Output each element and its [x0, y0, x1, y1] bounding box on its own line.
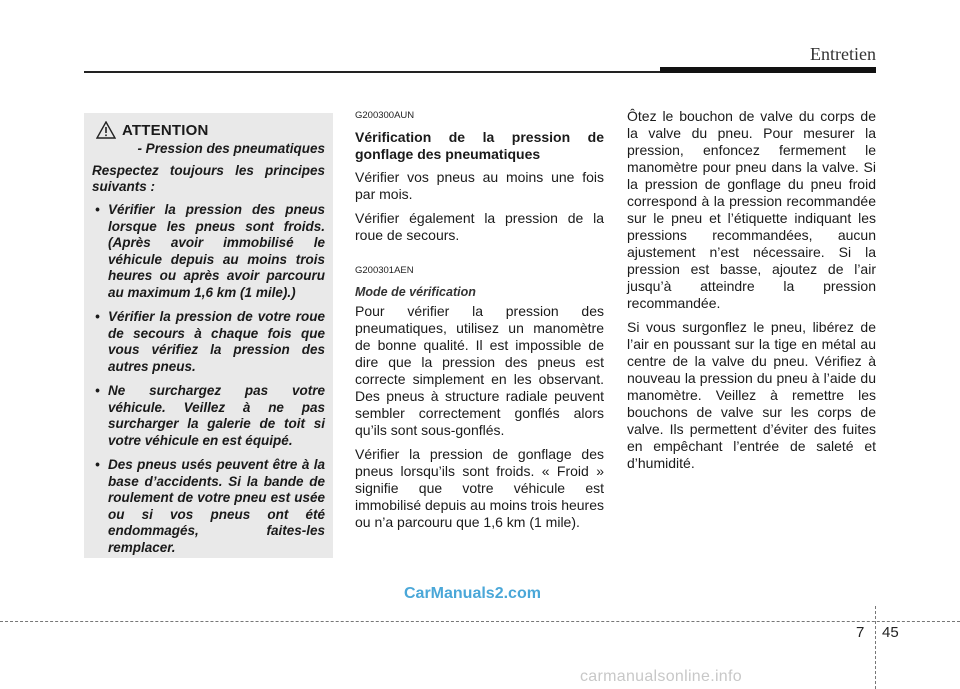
- warning-item: • Ne surchargez pas votre véhicule. Veillez à ne pas surcharger la galerie de toit si votre véhicule en est équipé.: [95, 383, 325, 448]
- warning-header: [92, 120, 325, 140]
- warning-item: • Vérifier la pression des pneus lorsque les pneus sont froids. (Après avoir immobilisé le véhicule depuis au moins trois heures ou après avoir parcouru au maximum 1,6 km (1 mile).): [95, 202, 325, 300]
- warning-list: [92, 202, 325, 556]
- chapter-number: 7: [856, 624, 865, 641]
- page-number: 45: [882, 624, 899, 641]
- warning-title: ATTENTION: [122, 121, 209, 139]
- section-heading: Vérification de la pression de gonflage des pneumatiques: [355, 129, 604, 162]
- warning-item: • Vérifier la pression de votre roue de secours à chaque fois que vous vérifiez la pression des autres pneus.: [95, 309, 325, 374]
- subsection-heading: Mode de vérification: [355, 285, 476, 299]
- watermark-link[interactable]: CarManuals2.com: [404, 585, 541, 602]
- paragraph: Pour vérifier la pression des pneumatiques, utilisez un manomètre de bonne qualité. Il est impossible de dire que la pression des pneus est correcte simplement en les observant. Des pneus à structure radiale peuvent sembler correctement gonflés alors qu’ils sont sous-gonflés.: [355, 303, 604, 438]
- paragraph: Si vous surgonflez le pneu, libérez de l’air en poussant sur la tige en métal au centre de la valve du pneu. Vérifiez à nouveau la pression du pneu à l’aide du manomètre. Veillez à remettre les bouchons de valve sur les corps de valve. Ils permettent d’éviter des fuites en empêchant l’entrée de saleté et d’humidité.: [627, 319, 876, 471]
- middle-column: [355, 110, 604, 538]
- paragraph: Ôtez le bouchon de valve du corps de la valve du pneu. Pour mesurer la pression, enfoncez fermement le manomètre pour pneu dans la valve. Si la pression de gonflage du pneu froid correspond à la pression recommandée sur le pneu et l’étiquette indiquant les pressions recommandées, aucun ajustement n’est nécessaire. Si la pression est basse, ajoutez de l’air jusqu’à atteindre la pression recommandée.: [627, 108, 876, 311]
- warning-subtitle: - Pression des pneumatiques: [137, 141, 325, 156]
- paragraph: Vérifier vos pneus au moins une fois par mois.: [355, 169, 604, 202]
- header-rule-thick: [660, 67, 876, 73]
- warning-box: [84, 113, 333, 558]
- site-watermark: carmanualsonline.info: [580, 668, 742, 685]
- paragraph: Vérifier également la pression de la roue de secours.: [355, 210, 604, 243]
- warning-intro: Respectez toujours les principes suivants :: [92, 163, 325, 194]
- warning-item: • Des pneus usés peuvent être à la base d’accidents. Si la bande de roulement de votre pneu est usée ou si vos pneus ont été endommagés, faites-les remplacer.: [95, 457, 325, 555]
- right-column: [627, 108, 876, 479]
- footer-vertical-rule: [875, 606, 876, 689]
- paragraph: Vérifier la pression de gonflage des pneus lorsqu’ils sont froids. « Froid » signifie que votre véhicule est immobilisé depuis au moins trois heures ou n’a parcouru que 1,6 km (1 mile).: [355, 446, 604, 530]
- warning-triangle-icon: [96, 121, 116, 139]
- section-code: G200300AUN: [355, 110, 415, 121]
- section-code: G200301AEN: [355, 265, 414, 276]
- section-title: Entretien: [810, 44, 876, 64]
- footer-rule: [0, 621, 960, 622]
- header-rule-thin: [84, 71, 660, 73]
